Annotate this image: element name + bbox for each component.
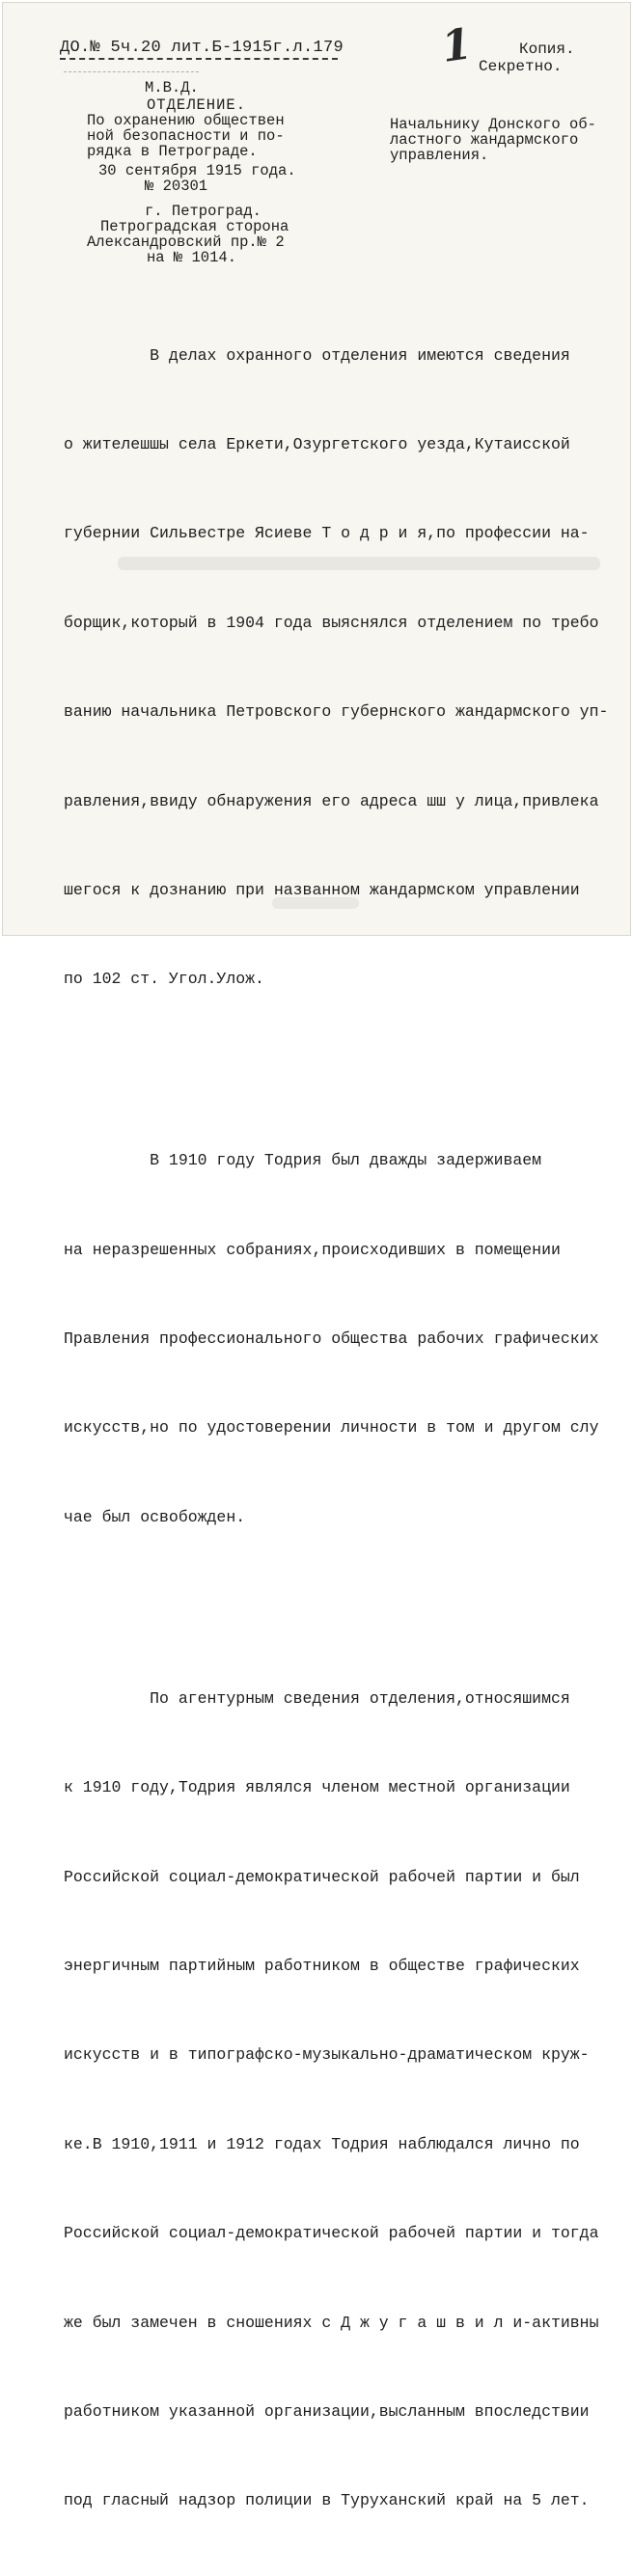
text-line: Российской социал-демократической рабочей партии и был <box>64 1867 580 1886</box>
recipient-line-2: ластного жандармского <box>390 131 579 149</box>
text-line: же был замечен в сношениях с Д ж у г а ш в и л и-активны <box>64 2313 599 2332</box>
recipient-line-1: Начальнику Донского об- <box>390 116 596 133</box>
text-line: ванию начальника Петровского губернского жандармского уп- <box>64 702 609 722</box>
ministry-abbrev: М.В.Д. <box>145 79 199 96</box>
secret-label: Секретно. <box>479 58 563 75</box>
text-line: искусств,но по удостоверении личности в том и другом слу <box>64 1418 599 1438</box>
archive-underline <box>60 58 338 60</box>
text-line: борщик,который в 1904 года выяснялся отделением по требо <box>64 613 599 632</box>
text-line: чае был освобожден. <box>64 1507 246 1526</box>
department-title: ОТДЕЛЕНИЕ. <box>147 96 247 114</box>
paragraph-1 <box>64 282 633 1055</box>
department-purpose-line-2: ной безопасности и по- <box>87 127 285 145</box>
text-line: В делах охранного отделения имеются сведения <box>64 345 570 365</box>
department-purpose-line-1: По охранению обществен <box>87 112 285 129</box>
document-page <box>2 2 631 2510</box>
text-line: к 1910 году,Тодрия являлся членом местной организации <box>64 1778 570 1797</box>
address-line-1: Петроградская сторона <box>100 218 289 235</box>
paragraph-3 <box>64 1625 633 2576</box>
text-line: Правления профессионального общества рабочих графических <box>64 1329 599 1349</box>
text-line: равления,ввиду обнаружения его адреса шш у лица,привлека <box>64 791 599 810</box>
faint-line <box>64 71 199 72</box>
department-purpose-line-3: рядка в Петрограде. <box>87 143 258 160</box>
archive-reference: ДО.№ 5ч.20 лит.Б-1915г.л.179 <box>60 39 344 57</box>
recipient-line-3: управления. <box>390 147 489 164</box>
document-number: № 20301 <box>145 178 208 195</box>
text-line: В 1910 году Тодрия был дважды задерживаем <box>64 1151 542 1170</box>
text-line: о жителешшы села Еркети,Озургетского уезда,Кутаисской <box>64 434 570 453</box>
text-line: По агентурным сведения отделения,относяшимся <box>64 1688 570 1708</box>
text-line: по 102 ст. Угол.Улож. <box>64 970 264 989</box>
handwritten-page-number: 1 <box>438 19 476 72</box>
text-line: губернии Сильвестре Ясиеве Т о д р и я,по профессии на- <box>64 524 590 543</box>
text-line: под гласный надзор полиции в Туруханский край на 5 лет. <box>64 2491 590 2510</box>
document-date: 30 сентября 1915 года. <box>98 162 296 179</box>
text-line: Российской социал-демократической рабочей партии и тогда <box>64 2224 599 2243</box>
reply-reference: на № 1014. <box>147 249 237 266</box>
text-line: энергичным партийным работником в обществе графических <box>64 1957 580 1976</box>
copy-label: Копия. <box>519 41 575 58</box>
text-line: шегося к дознанию при названном жандармском управлении <box>64 880 580 899</box>
text-line: ке.В 1910,1911 и 1912 годах Тодрия наблюдался лично по <box>64 2134 580 2153</box>
address-line-2: Александровский пр.№ 2 <box>87 233 285 251</box>
text-line: на неразрешенных собраниях,происходивших в помещении <box>64 1240 561 1259</box>
paragraph-2 <box>64 1087 633 1593</box>
city: г. Петроград. <box>145 203 261 220</box>
text-line: работником указанной организации,высланным впоследствии <box>64 2401 590 2421</box>
text-line: искусств и в типографско-музыкально-драматическом круж- <box>64 2045 590 2065</box>
document-body <box>64 282 633 2576</box>
